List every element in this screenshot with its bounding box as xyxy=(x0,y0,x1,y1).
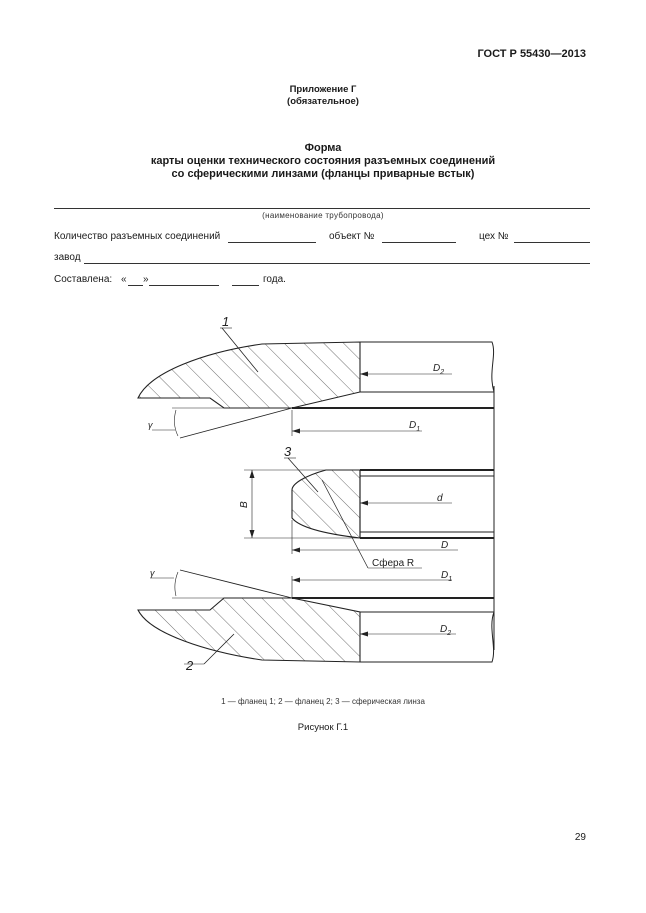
date-open-quote: « xyxy=(121,274,127,285)
year-label: года. xyxy=(263,274,286,285)
label-2: 2 xyxy=(186,658,194,673)
label-3: 3 xyxy=(284,444,292,459)
D-label: D xyxy=(441,540,449,551)
d1-label-top: $D_1$ xyxy=(409,420,421,433)
lens-section xyxy=(292,470,360,538)
sphere-r-label: Сфера R xyxy=(372,558,415,569)
B-label: B xyxy=(239,501,250,508)
date-close-quote: » xyxy=(143,274,149,285)
label-1: 1 xyxy=(222,314,230,329)
pipeline-name-hint: (наименование трубопровода) xyxy=(262,211,384,220)
appendix-subtitle: (обязательное) xyxy=(287,96,359,107)
flange-2-section xyxy=(138,598,360,662)
flange-1-section xyxy=(138,342,360,408)
d-label: d xyxy=(437,493,443,504)
appendix-title: Приложение Г xyxy=(289,84,357,95)
d1-label-bottom: $D_1$ xyxy=(441,570,453,583)
connections-label: Количество разъемных соединений xyxy=(54,231,221,242)
form-title: Форма xyxy=(304,142,342,154)
gamma-label-top: γ xyxy=(148,420,153,430)
page-number: 29 xyxy=(574,832,586,843)
gamma-label-bottom: γ xyxy=(150,568,155,578)
form-title-line-1: карты оценки технического состояния разъемных соединений xyxy=(150,155,496,167)
plant-label: завод xyxy=(54,252,81,263)
flange-2-outline xyxy=(360,612,494,662)
d2-label-bottom: $D_2$ xyxy=(440,624,452,637)
shop-label: цех № xyxy=(479,231,509,242)
compiled-label: Составлена: xyxy=(54,274,113,285)
figure-legend: 1 — фланец 1; 2 — фланец 2; 3 — сферическая линза xyxy=(221,697,425,706)
object-label: объект № xyxy=(329,231,375,242)
flange-1-outline xyxy=(360,342,494,392)
d2-label-top: $D_2$ xyxy=(433,363,445,376)
form-title-line-2: со сферическими линзами (фланцы приварные встык) xyxy=(171,168,475,180)
standard-number: ГОСТ Р 55430—2013 xyxy=(477,48,586,60)
figure-caption: Рисунок Г.1 xyxy=(297,722,349,733)
